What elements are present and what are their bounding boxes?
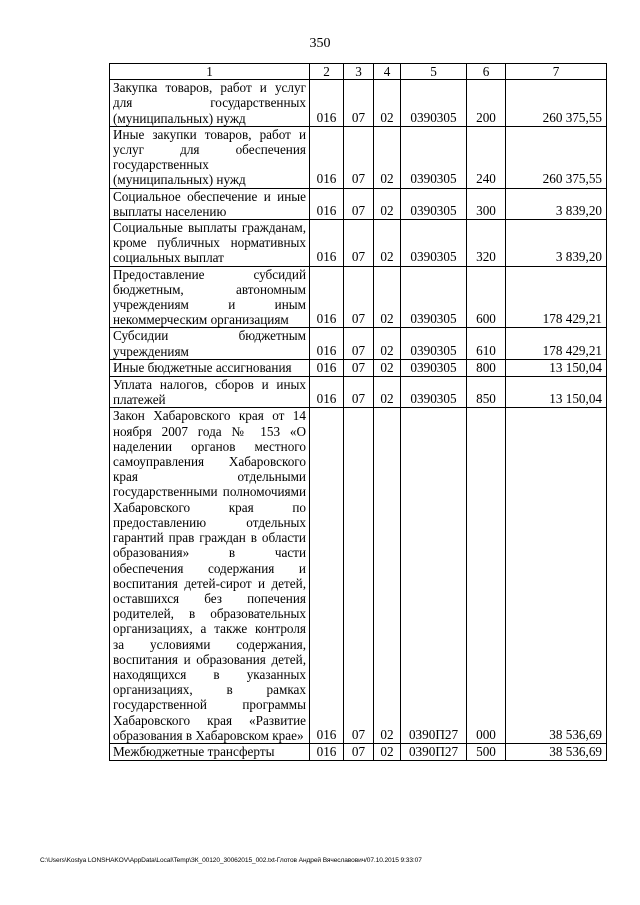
row-col-5: 0390305 <box>401 266 467 328</box>
row-description: Социальное обеспечение и иные выплаты населению <box>110 188 310 219</box>
row-col-4: 02 <box>374 359 401 376</box>
table-row <box>110 408 607 743</box>
header-col-2: 2 <box>310 64 344 80</box>
header-col-4: 4 <box>374 64 401 80</box>
row-col-5: 0390305 <box>401 328 467 359</box>
row-description: Закон Хабаровского края от 14 ноября 2007 года № 153 «О наделении органов местного самоуправления Хабаровского края отдельными государственными полномочиями Хабаровского края по предоставлению отдельных гарантий прав граждан в области образования» в части обеспечения содержания и воспитания детей-сирот и детей, оставшихся без попечения родителей, в образовательных организациях, а также контроля за условиями содержания, воспитания и образования детей, находящихся в указанных организациях, в рамках государственной программы Хабаровского края «Развитие образования в Хабаровском крае» <box>110 408 310 743</box>
row-amount: 38 536,69 <box>506 743 607 760</box>
row-col-4: 02 <box>374 188 401 219</box>
row-col-2: 016 <box>310 408 344 743</box>
row-col-4: 02 <box>374 377 401 408</box>
row-col-3: 07 <box>344 377 374 408</box>
row-description: Уплата налогов, сборов и иных платежей <box>110 377 310 408</box>
row-col-5: 0390П27 <box>401 408 467 743</box>
row-col-4: 02 <box>374 126 401 188</box>
row-col-3: 07 <box>344 220 374 267</box>
row-col-2: 016 <box>310 80 344 127</box>
row-amount: 260 375,55 <box>506 126 607 188</box>
row-col-4: 02 <box>374 408 401 743</box>
row-col-3: 07 <box>344 80 374 127</box>
table-row <box>110 220 607 267</box>
budget-table <box>109 63 607 761</box>
table-row <box>110 266 607 328</box>
row-col-3: 07 <box>344 188 374 219</box>
header-col-3: 3 <box>344 64 374 80</box>
row-col-4: 02 <box>374 328 401 359</box>
row-col-3: 07 <box>344 328 374 359</box>
row-description: Социальные выплаты гражданам, кроме публичных нормативных социальных выплат <box>110 220 310 267</box>
file-path-footer: C:\Users\Kostya LONSHAKOV\AppData\Local\Temp\ЗК_00120_30062015_002.txt-Глотов Андрей Вячеславович/07.10.2015 9:33:07 <box>40 857 422 864</box>
row-col-5: 0390305 <box>401 80 467 127</box>
row-col-6: 200 <box>467 80 506 127</box>
row-col-5: 0390305 <box>401 126 467 188</box>
row-amount: 3 839,20 <box>506 188 607 219</box>
row-amount: 13 150,04 <box>506 359 607 376</box>
row-col-3: 07 <box>344 126 374 188</box>
header-col-6: 6 <box>467 64 506 80</box>
row-col-6: 500 <box>467 743 506 760</box>
row-amount: 260 375,55 <box>506 80 607 127</box>
row-col-6: 610 <box>467 328 506 359</box>
row-description: Субсидии бюджетным учреждениям <box>110 328 310 359</box>
row-amount: 178 429,21 <box>506 266 607 328</box>
row-col-2: 016 <box>310 126 344 188</box>
row-col-4: 02 <box>374 220 401 267</box>
table-row <box>110 377 607 408</box>
table-row <box>110 328 607 359</box>
table-row <box>110 188 607 219</box>
row-description: Иные бюджетные ассигнования <box>110 359 310 376</box>
row-col-5: 0390305 <box>401 220 467 267</box>
row-amount: 3 839,20 <box>506 220 607 267</box>
row-amount: 38 536,69 <box>506 408 607 743</box>
row-col-2: 016 <box>310 743 344 760</box>
row-col-3: 07 <box>344 359 374 376</box>
row-col-4: 02 <box>374 80 401 127</box>
row-col-6: 850 <box>467 377 506 408</box>
row-col-2: 016 <box>310 266 344 328</box>
row-description: Межбюджетные трансферты <box>110 743 310 760</box>
row-description: Предоставление субсидий бюджетным, автономным учреждениям и иным некоммерческим организациям <box>110 266 310 328</box>
row-col-5: 0390П27 <box>401 743 467 760</box>
row-col-5: 0390305 <box>401 188 467 219</box>
header-col-1: 1 <box>110 64 310 80</box>
row-col-2: 016 <box>310 220 344 267</box>
row-col-3: 07 <box>344 408 374 743</box>
row-col-6: 600 <box>467 266 506 328</box>
header-col-5: 5 <box>401 64 467 80</box>
row-col-2: 016 <box>310 328 344 359</box>
row-amount: 178 429,21 <box>506 328 607 359</box>
table-row <box>110 126 607 188</box>
row-description: Иные закупки товаров, работ и услуг для обеспечения государственных (муниципальных) нужд <box>110 126 310 188</box>
row-col-2: 016 <box>310 359 344 376</box>
row-col-6: 000 <box>467 408 506 743</box>
row-col-5: 0390305 <box>401 377 467 408</box>
row-col-6: 800 <box>467 359 506 376</box>
header-col-7: 7 <box>506 64 607 80</box>
row-col-6: 300 <box>467 188 506 219</box>
row-description: Закупка товаров, работ и услуг для государственных (муниципальных) нужд <box>110 80 310 127</box>
row-col-3: 07 <box>344 266 374 328</box>
row-col-6: 320 <box>467 220 506 267</box>
page-number: 350 <box>309 36 331 51</box>
row-col-4: 02 <box>374 266 401 328</box>
row-col-4: 02 <box>374 743 401 760</box>
table-row <box>110 359 607 376</box>
row-col-6: 240 <box>467 126 506 188</box>
table-row <box>110 743 607 760</box>
row-amount: 13 150,04 <box>506 377 607 408</box>
row-col-2: 016 <box>310 377 344 408</box>
table-row <box>110 80 607 127</box>
table-header-row <box>110 64 607 80</box>
row-col-2: 016 <box>310 188 344 219</box>
row-col-3: 07 <box>344 743 374 760</box>
row-col-5: 0390305 <box>401 359 467 376</box>
